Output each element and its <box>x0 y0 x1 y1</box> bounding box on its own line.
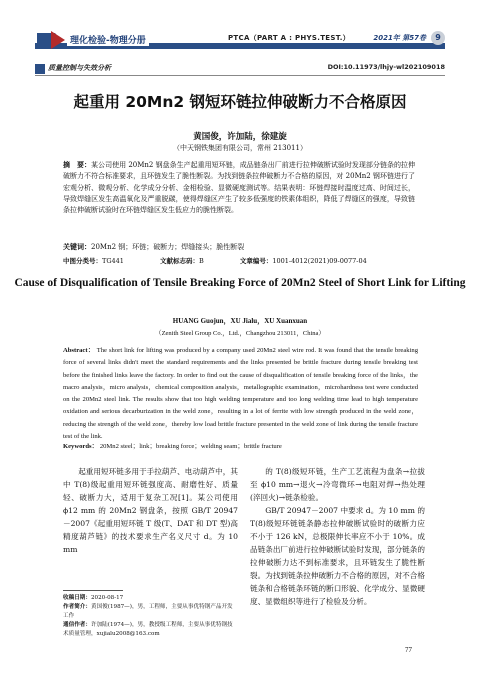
page-number: 77 <box>405 646 412 654</box>
body-right-paragraph-2: GB/T 20947－2007 中要求 d。为 10 mm 的 T(8)级短环链链条静态拉伸破断试验时的破断力应不小于 126 kN，总极限伸长率应不小于 10%。成品链条出厂前进行拉伸破断试验时发现，部分链条的拉伸破断力达不到标准要求，且环链发生了脆性断裂。为找到链条拉伸破断力不合格的原因，对不合格链条和合格链条环链的断口形貌、化学成分、显微硬度、显微组织等进行了检验及分析。 <box>250 506 425 606</box>
abstract-cn-label: 摘 要： <box>63 161 92 169</box>
abstract-cn <box>63 160 415 216</box>
footnotes <box>63 590 238 639</box>
keywords-en <box>63 440 418 450</box>
column-rule <box>35 75 445 76</box>
journal-series: PTCA（PART A : PHYS.TEST.） <box>225 33 353 43</box>
authors-cn: 黄国俊，许加陆，徐建旋 <box>193 132 287 142</box>
footnote-rule <box>63 590 123 591</box>
received-label: 收稿日期： <box>63 595 91 601</box>
author-value: 黄国俊(1987—)，男，工程师，主要从事优特钢产品开发工作 <box>63 604 233 619</box>
corresponding-label: 通信作者： <box>63 622 91 628</box>
issue-badge: 9 <box>431 31 445 45</box>
body-right-column <box>250 465 425 608</box>
keywords-cn-label: 关键词： <box>63 243 91 251</box>
column-marker-icon <box>35 64 45 74</box>
running-header <box>35 33 445 49</box>
abstract-en-label: Abstract： <box>63 347 95 354</box>
doc-code-label: 文献标志码： <box>160 257 200 265</box>
abstract-en-text: The short link for lifting was produced by a company used 20Mn2 steel wire rod. It was found that the tensile breaking force of several links didn't meet the standard requirements and the links presented be brittle fracture during tensile breaking test before the finished links leave the factory. In order to find out the cause of disqualification of tensile breaking force of the links，the macro analysis，micro analysis，chemical composition analysis，metallographic examination，microhardness test were conducted on the 20Mn2 steel link. The results show that too high welding temperature and too long welding time lead to high temperature oxidation and serious decarburization in the weld zone，resulting in a lot of ferrite with low strength produced in the weld zone，reducing the strength of the weld zone，thereby low load brittle fracture presented in the weld zone of link during the tensile fracture test of the link. <box>63 347 418 441</box>
article-no-value: 1001-4012(2021)09-0077-04 <box>272 257 367 265</box>
body-left-paragraph: 起重用短环链多用于手拉葫芦、电动葫芦中，其中 T(8)级起重用短环链强度高、耐磨性好、质量轻、破断力大，适用于复杂工况[1]。某公司使用 ϕ12 mm 的 20Mn2 钢盘条，按照 GB/T 20947－2007《起重用短环链 T 级(T、DAT 和 DT 型)高精度葫芦链》的技术要求生产名义尺寸 d。为 10 mm <box>63 467 238 554</box>
doc-code-value: B <box>199 257 204 265</box>
journal-name: 理化检验-物理分册 <box>67 33 149 46</box>
column-name: 质量控制与失效分析 <box>48 64 111 72</box>
received-value: 2020-08-17 <box>90 595 124 601</box>
article-no-label: 文章编号： <box>239 257 273 265</box>
abstract-cn-text: 某公司使用 20Mn2 钢盘条生产起重用短环链，成品链条出厂前进行拉伸破断试验时发现部分链条的拉伸破断力不符合标准要求，且环链发生了脆性断裂。为找到链条拉伸破断力不合格的原因，对 20Mn2 钢环链进行了宏观分析、微观分析、化学成分分析、金相检验、显微硬度测试等。结果表明：环链焊接时温度过高、时间过长，导致焊缝区发生高温氧化及严重脱碳，使得焊缝区产生了较多低强度的铁素体组织，降低了焊缝区的强度，导致链条拉伸破断试验时在环链焊缝区发生低应力的脆性断裂。 <box>63 161 415 215</box>
title-en: Cause of Disqualification of Tensile Breaking Force of 20Mn2 Steel of Short Link for Lifting <box>14 277 466 289</box>
column-bar <box>35 63 445 76</box>
keywords-cn <box>63 242 415 252</box>
year-volume: 2021年 第57卷 <box>370 33 429 43</box>
title-cn: 起重用 20Mn2 钢短环链拉伸破断力不合格原因 <box>73 93 407 111</box>
authors-en: HUANG Guojun，XU Jialu，XU Xuanxuan <box>172 317 308 325</box>
classification <box>63 256 423 265</box>
affiliation-cn: （中天钢铁集团有限公司，常州 213011） <box>173 144 307 152</box>
clc-label: 中图分类号： <box>63 257 102 265</box>
corresponding-value: 许加陆(1974—)，男，教授级工程师，主要从事优特钢技术质量管理，xujialu2008@163.com <box>63 622 233 637</box>
body-right-paragraph-1: 的 T(8)级短环链，生产工艺流程为盘条→拉拔至 ϕ10 mm→退火→冷弯微环→电阻对焊→热处理(淬回火)→链条检验。 <box>250 467 425 502</box>
affiliation-en: （Zenith Steel Group Co.，Ltd.，Changzhou 213011，China） <box>155 330 325 337</box>
footnote-corresponding <box>63 621 238 639</box>
footnote-received <box>63 594 238 603</box>
abstract-en <box>63 345 418 443</box>
journal-logo-icon <box>35 29 69 51</box>
keywords-en-text: 20Mn2 steel；link；breaking force；welding seam；brittle fracture <box>99 443 282 450</box>
author-label: 作者简介： <box>63 604 91 610</box>
doi: DOI:10.11973/lhjy-wl202109018 <box>327 63 445 71</box>
footnote-author <box>63 603 238 621</box>
keywords-cn-text: 20Mn2 钢；环链；破断力；焊缝接头；脆性断裂 <box>91 243 245 251</box>
body-left-column <box>63 465 238 556</box>
clc-value: TG441 <box>102 257 124 265</box>
keywords-en-label: Keywords： <box>63 443 99 450</box>
